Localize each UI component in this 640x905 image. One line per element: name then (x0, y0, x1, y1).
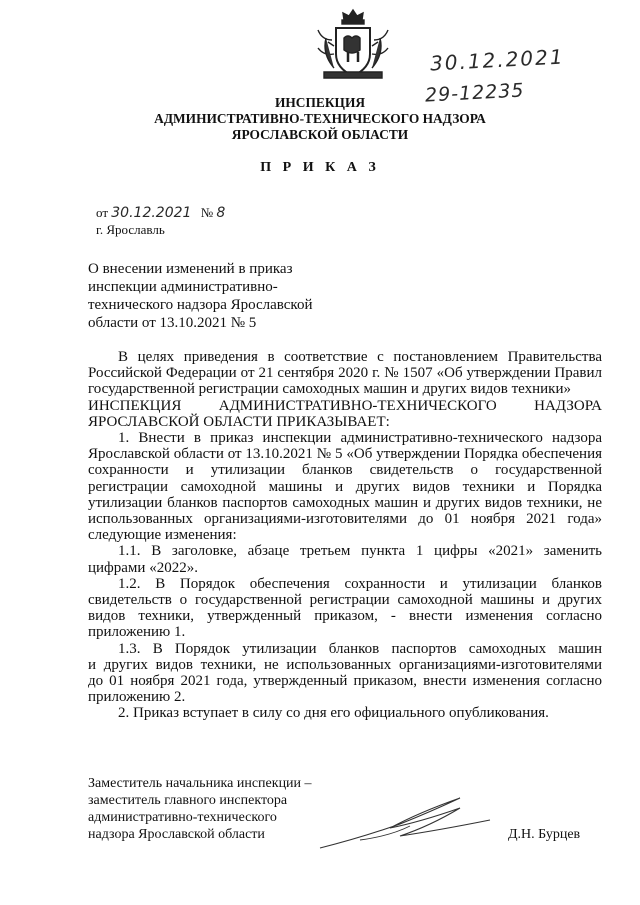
body-line: Российской Федерации от 21 сентября 2020 г. № 1507 «Об утверждении Правил (88, 365, 602, 382)
body-line: 1.2. В Порядок обеспечения сохранности и утилизации бланков (118, 575, 602, 592)
order-number-handwritten: 8 (216, 205, 226, 221)
coat-of-arms-emblem (314, 8, 392, 84)
signer-position-line: надзора Ярославской области (88, 827, 265, 842)
order-title: П Р И К А З (260, 160, 380, 175)
body-line: цифрами «2022». (88, 559, 198, 576)
subject-line: области от 13.10.2021 № 5 (88, 315, 257, 331)
signer-position-line: заместитель главного инспектора (88, 793, 288, 808)
body-line: использованных организациями-изготовителями до 01 ноября 2021 года» (88, 511, 602, 528)
order-date-line (96, 205, 225, 221)
order-subject (88, 260, 388, 332)
order-date-handwritten: 30.12.2021 (111, 205, 192, 221)
body-line: и других видов техники, не использованных организациями-изготовителями (88, 656, 602, 673)
body-line: Ярославской области от 13.10.2021 № 5 «Об утверждении Порядка обеспечения (88, 446, 602, 463)
body-line: приложению 1. (88, 624, 186, 641)
agency-name-line-1: ИНСПЕКЦИЯ (274, 95, 366, 110)
handwritten-signature (300, 790, 530, 860)
subject-line: О внесении изменений в приказ (88, 261, 293, 277)
body-line: утилизации бланков паспортов самоходных машин и других видов техники, не (88, 494, 602, 511)
registration-date-handwritten: 30.12.2021 (429, 44, 566, 76)
body-line: сохранности и утилизации бланков свидетельств о государственной (88, 462, 602, 479)
body-line: 1. Внести в приказ инспекции административно-технического надзора (118, 430, 602, 447)
body-line: до 01 ноября 2021 года, утвержденный приказом, внести изменения согласно (88, 673, 602, 690)
body-line: 2. Приказ вступает в силу со дня его официального опубликования. (118, 705, 549, 722)
body-line: государственной регистрации самоходных машин и других видов техники» (88, 381, 571, 398)
body-line: регистрации самоходной машины и других видов техники и Порядка (88, 478, 602, 495)
body-line: 1.3. В Порядок утилизации бланков паспортов самоходных машин (118, 640, 602, 657)
body-line: ЯРОСЛАВСКОЙ ОБЛАСТИ ПРИКАЗЫВАЕТ: (88, 413, 390, 430)
order-body (88, 349, 602, 722)
subject-line: инспекции административно- (88, 279, 278, 295)
body-line: 1.1. В заголовке, абзаце третьем пункта 1 цифры «2021» заменить (118, 543, 602, 560)
agency-name-line-2: АДМИНИСТРАТИВНО-ТЕХНИЧЕСКОГО НАДЗОРА (154, 111, 486, 126)
body-line: ИНСПЕКЦИЯ АДМИНИСТРАТИВНО-ТЕХНИЧЕСКОГО НАДЗОРА (88, 397, 602, 414)
body-line: В целях приведения в соответствие с постановлением Правительства (118, 349, 602, 365)
registration-number-handwritten: 29-12235 (424, 79, 525, 107)
signature-block (88, 775, 312, 843)
agency-name-line-3: ЯРОСЛАВСКОЙ ОБЛАСТИ (231, 127, 409, 142)
signer-position-line: административно-технического (88, 810, 277, 825)
body-line: видов техники, утвержденный приказом, - внести изменения согласно (88, 608, 602, 625)
city: г. Ярославль (96, 222, 165, 237)
date-prefix: от (96, 205, 109, 220)
body-line: свидетельств о государственной регистрации самоходной машины и других (88, 592, 602, 609)
signer-position-line: Заместитель начальника инспекции – (88, 776, 312, 791)
signer-name: Д.Н. Бурцев (508, 827, 581, 842)
subject-line: технического надзора Ярославской (88, 297, 313, 313)
number-label: № (200, 205, 214, 220)
body-line: следующие изменения: (88, 527, 237, 544)
body-line: приложению 2. (88, 689, 186, 706)
